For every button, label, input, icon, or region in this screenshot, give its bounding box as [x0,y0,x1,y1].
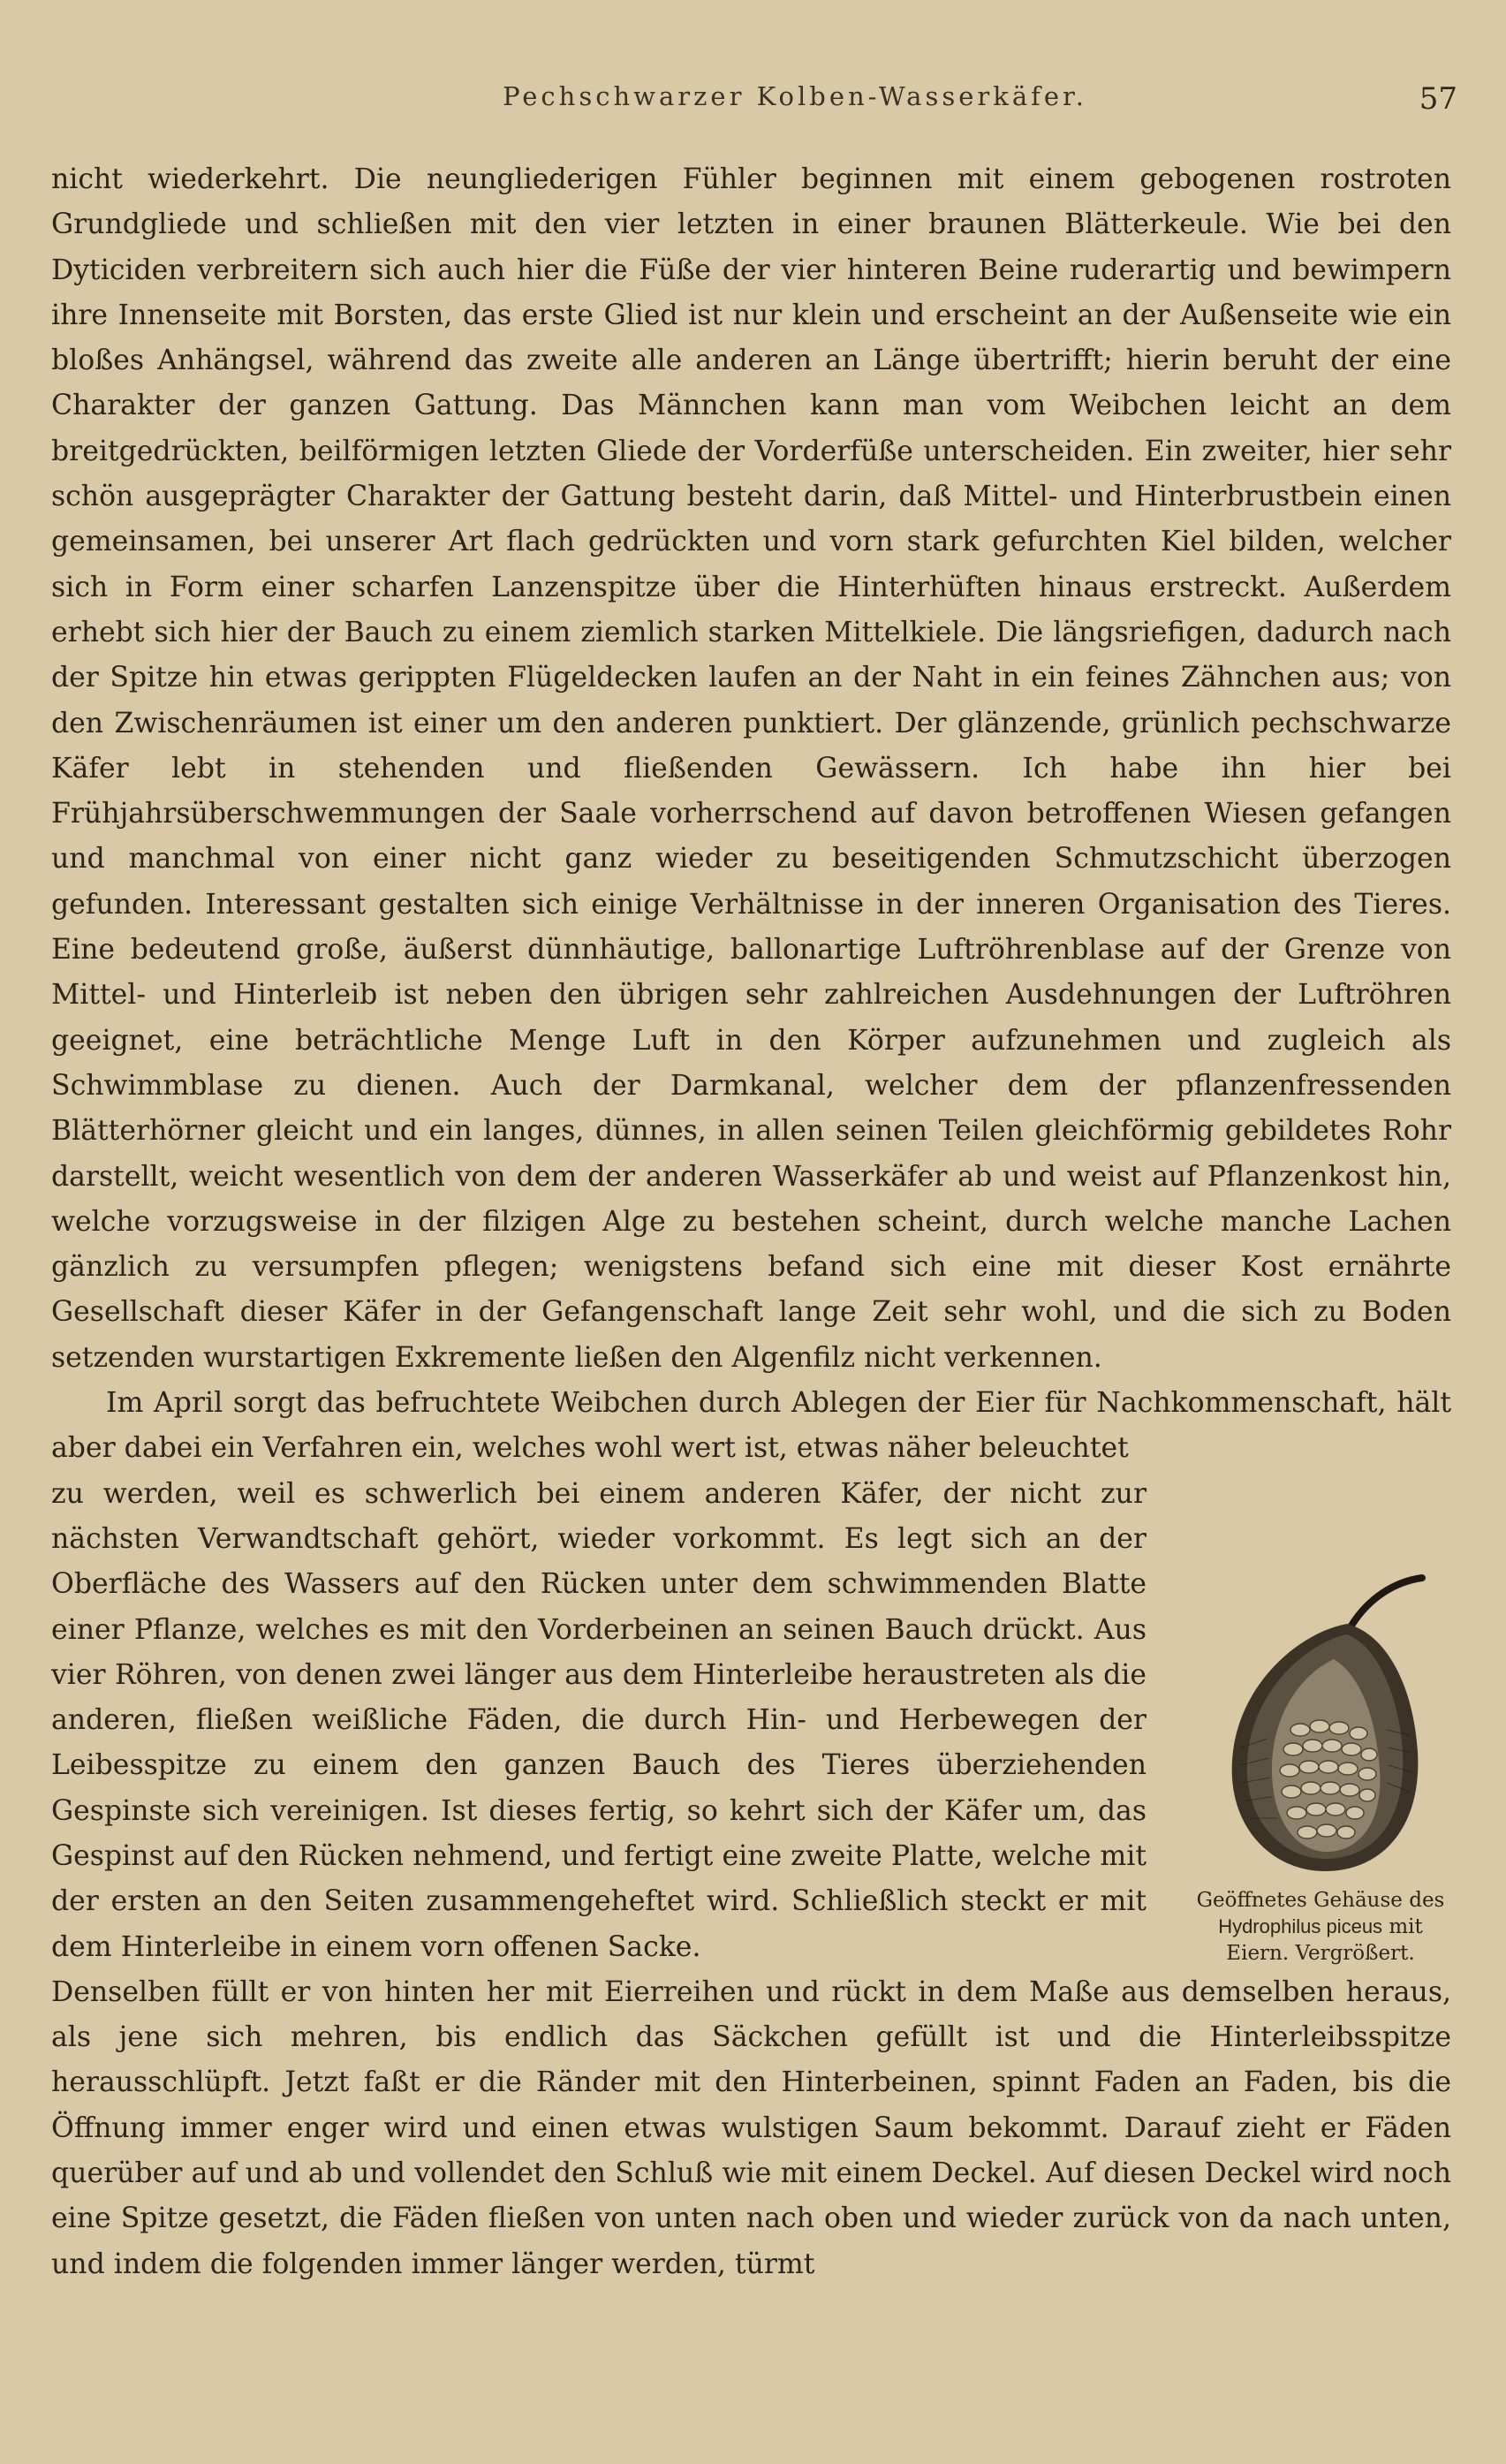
paragraph: nicht wiederkehrt. Die neungliederigen Fühler beginnen mit einem gebogenen rostroten Grundgliede und schließen mit den vier letzten in einer braunen Blätterkeule. Wie bei den Dyticiden verbreitern sich auch hier die Füße der vier hinteren Beine ruderartig und bewimpern ihre Innenseite mit Borsten, das erste Glied ist nur klein und erscheint an der Außenseite wie ein bloßes Anhängsel, während das zweite alle anderen an Länge übertrifft; hierin beruht der eine Charakter der ganzen Gattung. Das Männchen kann man vom Weibchen leicht an dem breitgedrückten, beilförmigen letzten Gliede der Vorderfüße unterscheiden. Ein zweiter, hier sehr schön ausgeprägter Charakter der Gattung besteht darin, daß Mittel- und Hinterbrustbein einen gemeinsamen, bei unserer Art flach gedrückten und vorn stark gefurchten Kiel bilden, welcher sich in Form einer scharfen Lanzenspitze über die Hinterhüften hinaus erstreckt. Außerdem erhebt sich hier der Bauch zu einem ziemlich starken Mittelkiele. Die längsriefigen, dadurch nach der Spitze hin etwas gerippten Flügeldecken laufen an der Naht in ein feines Zähnchen aus; von den Zwischenräumen ist einer um den anderen punktiert. Der glänzende, grünlich pechschwarze Käfer lebt in stehenden und fließenden Gewässern. Ich habe ihn hier bei Frühjahrsüberschwemmungen der Saale vorherrschend auf davon betroffenen Wiesen gefangen und manchmal von einer nicht ganz wieder zu beseitigenden Schmutzschicht überzogen gefunden. Interessant gestalten sich einige Verhältnisse in der inneren Organisation des Tieres. Eine bedeutend große, äußerst dünnhäutige, ballonartige Luftröhrenblase auf der Grenze von Mittel- und Hinterleib ist neben den übrigen sehr zahlreichen Ausdehnungen der Luftröhren geeignet, eine beträchtliche Menge Luft in den Körper aufzunehmen und zugleich als Schwimmblase zu dienen. Auch der Darmkanal, welcher dem der pflanzenfressenden Blätterhörner gleicht und ein langes, dünnes, in allen seinen Teilen gleichförmig gebildetes Rohr darstellt, weicht wesentlich von dem der anderen Wasserkäfer ab und weist auf Pflanzenkost hin, welche vorzugsweise in der filzigen Alge zu bestehen scheint, durch welche manche Lachen gänzlich zu versumpfen pflegen; wenigstens befand sich eine mit dieser Kost ernährte Gesellschaft dieser Käfer in der Gefangenschaft lange Zeit sehr wohl, und die sich zu Boden setzenden wurstartigen Exkremente ließen den Algenfilz nicht verkennen. [51,163,1451,1374]
caption-latin-name: Hydrophilus piceus [1218,1915,1383,1937]
paragraph: Denselben füllt er von hinten her mit Eierreihen und rückt in dem Maße aus demselben heraus, als jene sich mehren, bis endlich das Säckchen gefüllt ist und die Hinterleibsspitze herausschlüpft. Jetzt faßt er die Ränder mit den Hinterbeinen, spinnt Faden an Faden, bis die Öffnung immer enger wird und einen etwas wulstigen Saum bekommt. Darauf zieht er Fäden querüber auf und ab und vollendet den Schluß wie mit einem Deckel. Auf diesen Deckel wird noch eine Spitze gesetzt, die Fäden fließen von unten nach oben und wieder zurück von da nach unten, und indem die folgenden immer länger werden, türmt [51,1975,1451,2280]
page-number: 57 [1419,81,1457,117]
body-text [51,157,1451,2287]
paragraph-beside-figure: zu werden, weil es schwerlich bei einem anderen Käfer, der nicht zur nächsten Verwandtschaft gehört, wieder vorkommt. Es legt sich an der Oberfläche des Wassers auf den Rücken unter dem schwimmenden Blatte einer Pflanze, welches es mit den Vorderbeinen an seinen Bauch drückt. Aus vier Röhren, von denen zwei länger aus dem Hinterleibe heraustreten als die anderen, fließen weißliche Fäden, die durch Hin- und Herbewegen der Leibesspitze zu einem den ganzen Bauch des Tieres überziehenden Gespinste sich vereinigen. Ist dieses fertig, so kehrt sich der Käfer um, das Gespinst auf den Rücken nehmend, und fertigt eine zweite Platte, welche mit der ersten an den Seiten zusammengeheftet wird. Schließlich steckt er mit dem Hinterleibe in einem vorn offenen Sacke. [51,1477,1147,1963]
caption-line: Eiern. Vergrößert. [1226,1942,1415,1965]
figure-caption [1179,1887,1462,1967]
page-header [132,81,1457,125]
egg-case-illustration [1201,1571,1449,1880]
figure-egg-case [1179,1571,1462,1967]
paragraph: Im April sorgt das befruchtete Weibchen durch Ablegen der Eier für Nachkommenschaft, hält aber dabei ein Verfahren ein, welches wohl wert ist, etwas näher beleuchtet [51,1387,1451,1465]
running-title: Pechschwarzer Kolben-Wasserkäfer. [503,81,1087,111]
caption-line [1179,1914,1462,1940]
caption-word: mit [1389,1915,1423,1938]
caption-line: Geöffnetes Gehäuse des [1196,1889,1445,1912]
